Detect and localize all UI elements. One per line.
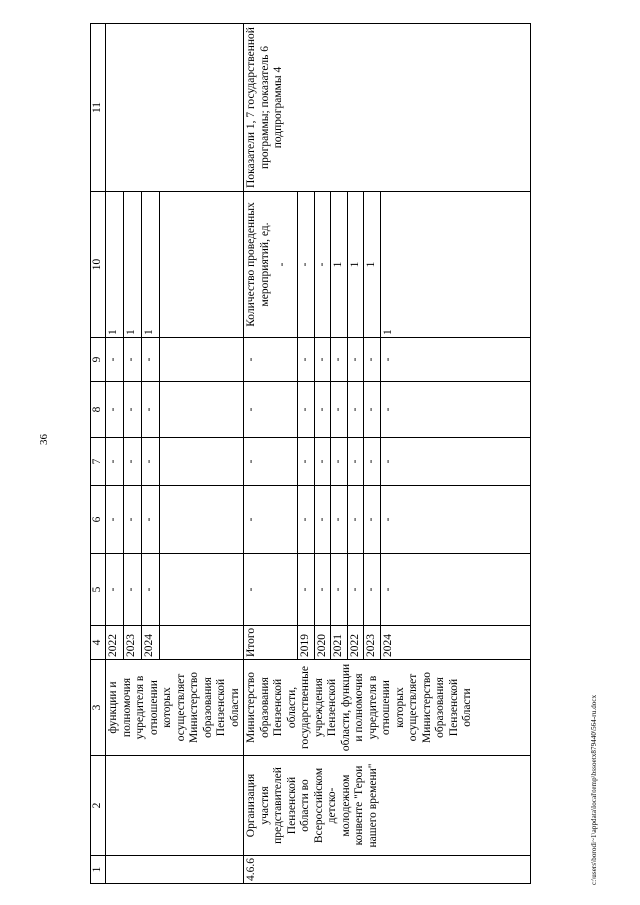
cell-value: - — [142, 554, 160, 626]
cell-indicator-value: - — [314, 192, 331, 338]
header-cell: 7 — [91, 438, 106, 486]
program-table — [90, 23, 531, 884]
cell-value: - — [314, 438, 331, 486]
cell-value: - — [380, 338, 530, 382]
cell-value: - — [331, 382, 348, 438]
header-cell: 8 — [91, 382, 106, 438]
cell-value: - — [142, 338, 160, 382]
cell-value: - — [298, 554, 315, 626]
cell-name — [106, 756, 244, 856]
cell-num: 4.6.6 — [244, 856, 531, 884]
header-cell: 3 — [91, 660, 106, 756]
cell-value: - — [331, 554, 348, 626]
cell-value: - — [244, 338, 298, 382]
cell-value: - — [106, 438, 124, 486]
cell-value — [160, 554, 244, 626]
cell-value: - — [380, 486, 530, 554]
cell-value: - — [347, 554, 364, 626]
cell-value: - — [298, 338, 315, 382]
cell-value — [160, 338, 244, 382]
cell-total-label: Итого — [244, 626, 298, 660]
cell-indicator-value: 1 — [142, 192, 160, 338]
cell-value: - — [124, 382, 142, 438]
cell-value: - — [106, 338, 124, 382]
cell-value: - — [124, 338, 142, 382]
cell-value: - — [331, 438, 348, 486]
indicator-name: Количество проведенных мероприятий, ед. — [245, 202, 271, 327]
cell-year: 2024 — [380, 626, 530, 660]
cell-indicator-value: 1 — [364, 192, 381, 338]
header-cell: 6 — [91, 486, 106, 554]
cell-value: - — [380, 382, 530, 438]
cell-value: - — [142, 438, 160, 486]
cell-value: - — [347, 382, 364, 438]
indicator-total: - — [276, 262, 288, 267]
header-cell: 10 — [91, 192, 106, 338]
cell-value: - — [298, 438, 315, 486]
cell-year: 2023 — [364, 626, 381, 660]
header-row — [91, 24, 106, 884]
cell-value: - — [314, 382, 331, 438]
cell-indicator-value — [160, 192, 244, 338]
cell-year: 2022 — [106, 626, 124, 660]
cell-value: - — [142, 382, 160, 438]
cell-value: - — [106, 486, 124, 554]
table-row — [106, 24, 124, 884]
cell-indicator-value: - — [298, 192, 315, 338]
cell-indicator-value: 1 — [331, 192, 348, 338]
cell-indicator-value: 1 — [106, 192, 124, 338]
cell-value: - — [331, 486, 348, 554]
cell-name: Организация участия представителей Пензенской области во Всероссийском детско-молодежном конвенте "Герои нашего времени" — [244, 756, 531, 856]
cell-num — [106, 856, 244, 884]
cell-year: 2019 — [298, 626, 315, 660]
header-cell: 11 — [91, 24, 106, 192]
cell-value: - — [347, 486, 364, 554]
cell-value: - — [380, 554, 530, 626]
cell-value: - — [106, 554, 124, 626]
footer-file-path: c:\users\borodi~1\appdata\local\temp\bssoetx879440\564-ru.docx — [590, 694, 598, 885]
cell-responsible: функции и полномочия учредителя в отношении которых осуществляет Министерство образования Пензенской области — [106, 660, 244, 756]
cell-value: - — [331, 338, 348, 382]
cell-value: - — [364, 338, 381, 382]
header-cell: 4 — [91, 626, 106, 660]
cell-value: - — [124, 438, 142, 486]
cell-indicator — [244, 192, 298, 338]
cell-value: - — [347, 338, 364, 382]
cell-value: - — [314, 486, 331, 554]
cell-link — [106, 24, 244, 192]
cell-link: Показатели 1, 7 государственной программы; показатель 6 подпрограммы 4 — [244, 24, 531, 192]
cell-value — [160, 438, 244, 486]
header-cell: 5 — [91, 554, 106, 626]
cell-value: - — [364, 438, 381, 486]
rotated-table-container — [90, 24, 586, 884]
cell-value: - — [347, 438, 364, 486]
cell-value: - — [106, 382, 124, 438]
cell-year: 2021 — [331, 626, 348, 660]
page-number: 36 — [38, 434, 50, 445]
cell-value: - — [314, 338, 331, 382]
table-row — [244, 24, 298, 884]
cell-value: - — [298, 486, 315, 554]
cell-value: - — [244, 554, 298, 626]
cell-value: - — [244, 382, 298, 438]
cell-indicator-value: 1 — [124, 192, 142, 338]
cell-indicator-value: 1 — [347, 192, 364, 338]
cell-year: 2024 — [142, 626, 160, 660]
cell-year: 2023 — [124, 626, 142, 660]
header-cell: 2 — [91, 756, 106, 856]
header-cell: 9 — [91, 338, 106, 382]
cell-value: - — [124, 486, 142, 554]
cell-value: - — [244, 486, 298, 554]
cell-value — [160, 486, 244, 554]
cell-value: - — [142, 486, 160, 554]
cell-value: - — [244, 438, 298, 486]
header-cell: 1 — [91, 856, 106, 884]
cell-value: - — [364, 486, 381, 554]
cell-value — [160, 382, 244, 438]
cell-responsible: Министерство образования Пензенской области, государственные учреждения Пензенской области, функции и полномочия учредителя в отношении которых осуществляет Министерство образования Пензенской области — [244, 660, 531, 756]
cell-year — [160, 626, 244, 660]
cell-value: - — [314, 554, 331, 626]
cell-value: - — [364, 382, 381, 438]
cell-value: - — [380, 438, 530, 486]
cell-value: - — [364, 554, 381, 626]
cell-value: - — [298, 382, 315, 438]
cell-indicator-value: 1 — [380, 192, 530, 338]
cell-year: 2022 — [347, 626, 364, 660]
cell-value: - — [124, 554, 142, 626]
cell-year: 2020 — [314, 626, 331, 660]
